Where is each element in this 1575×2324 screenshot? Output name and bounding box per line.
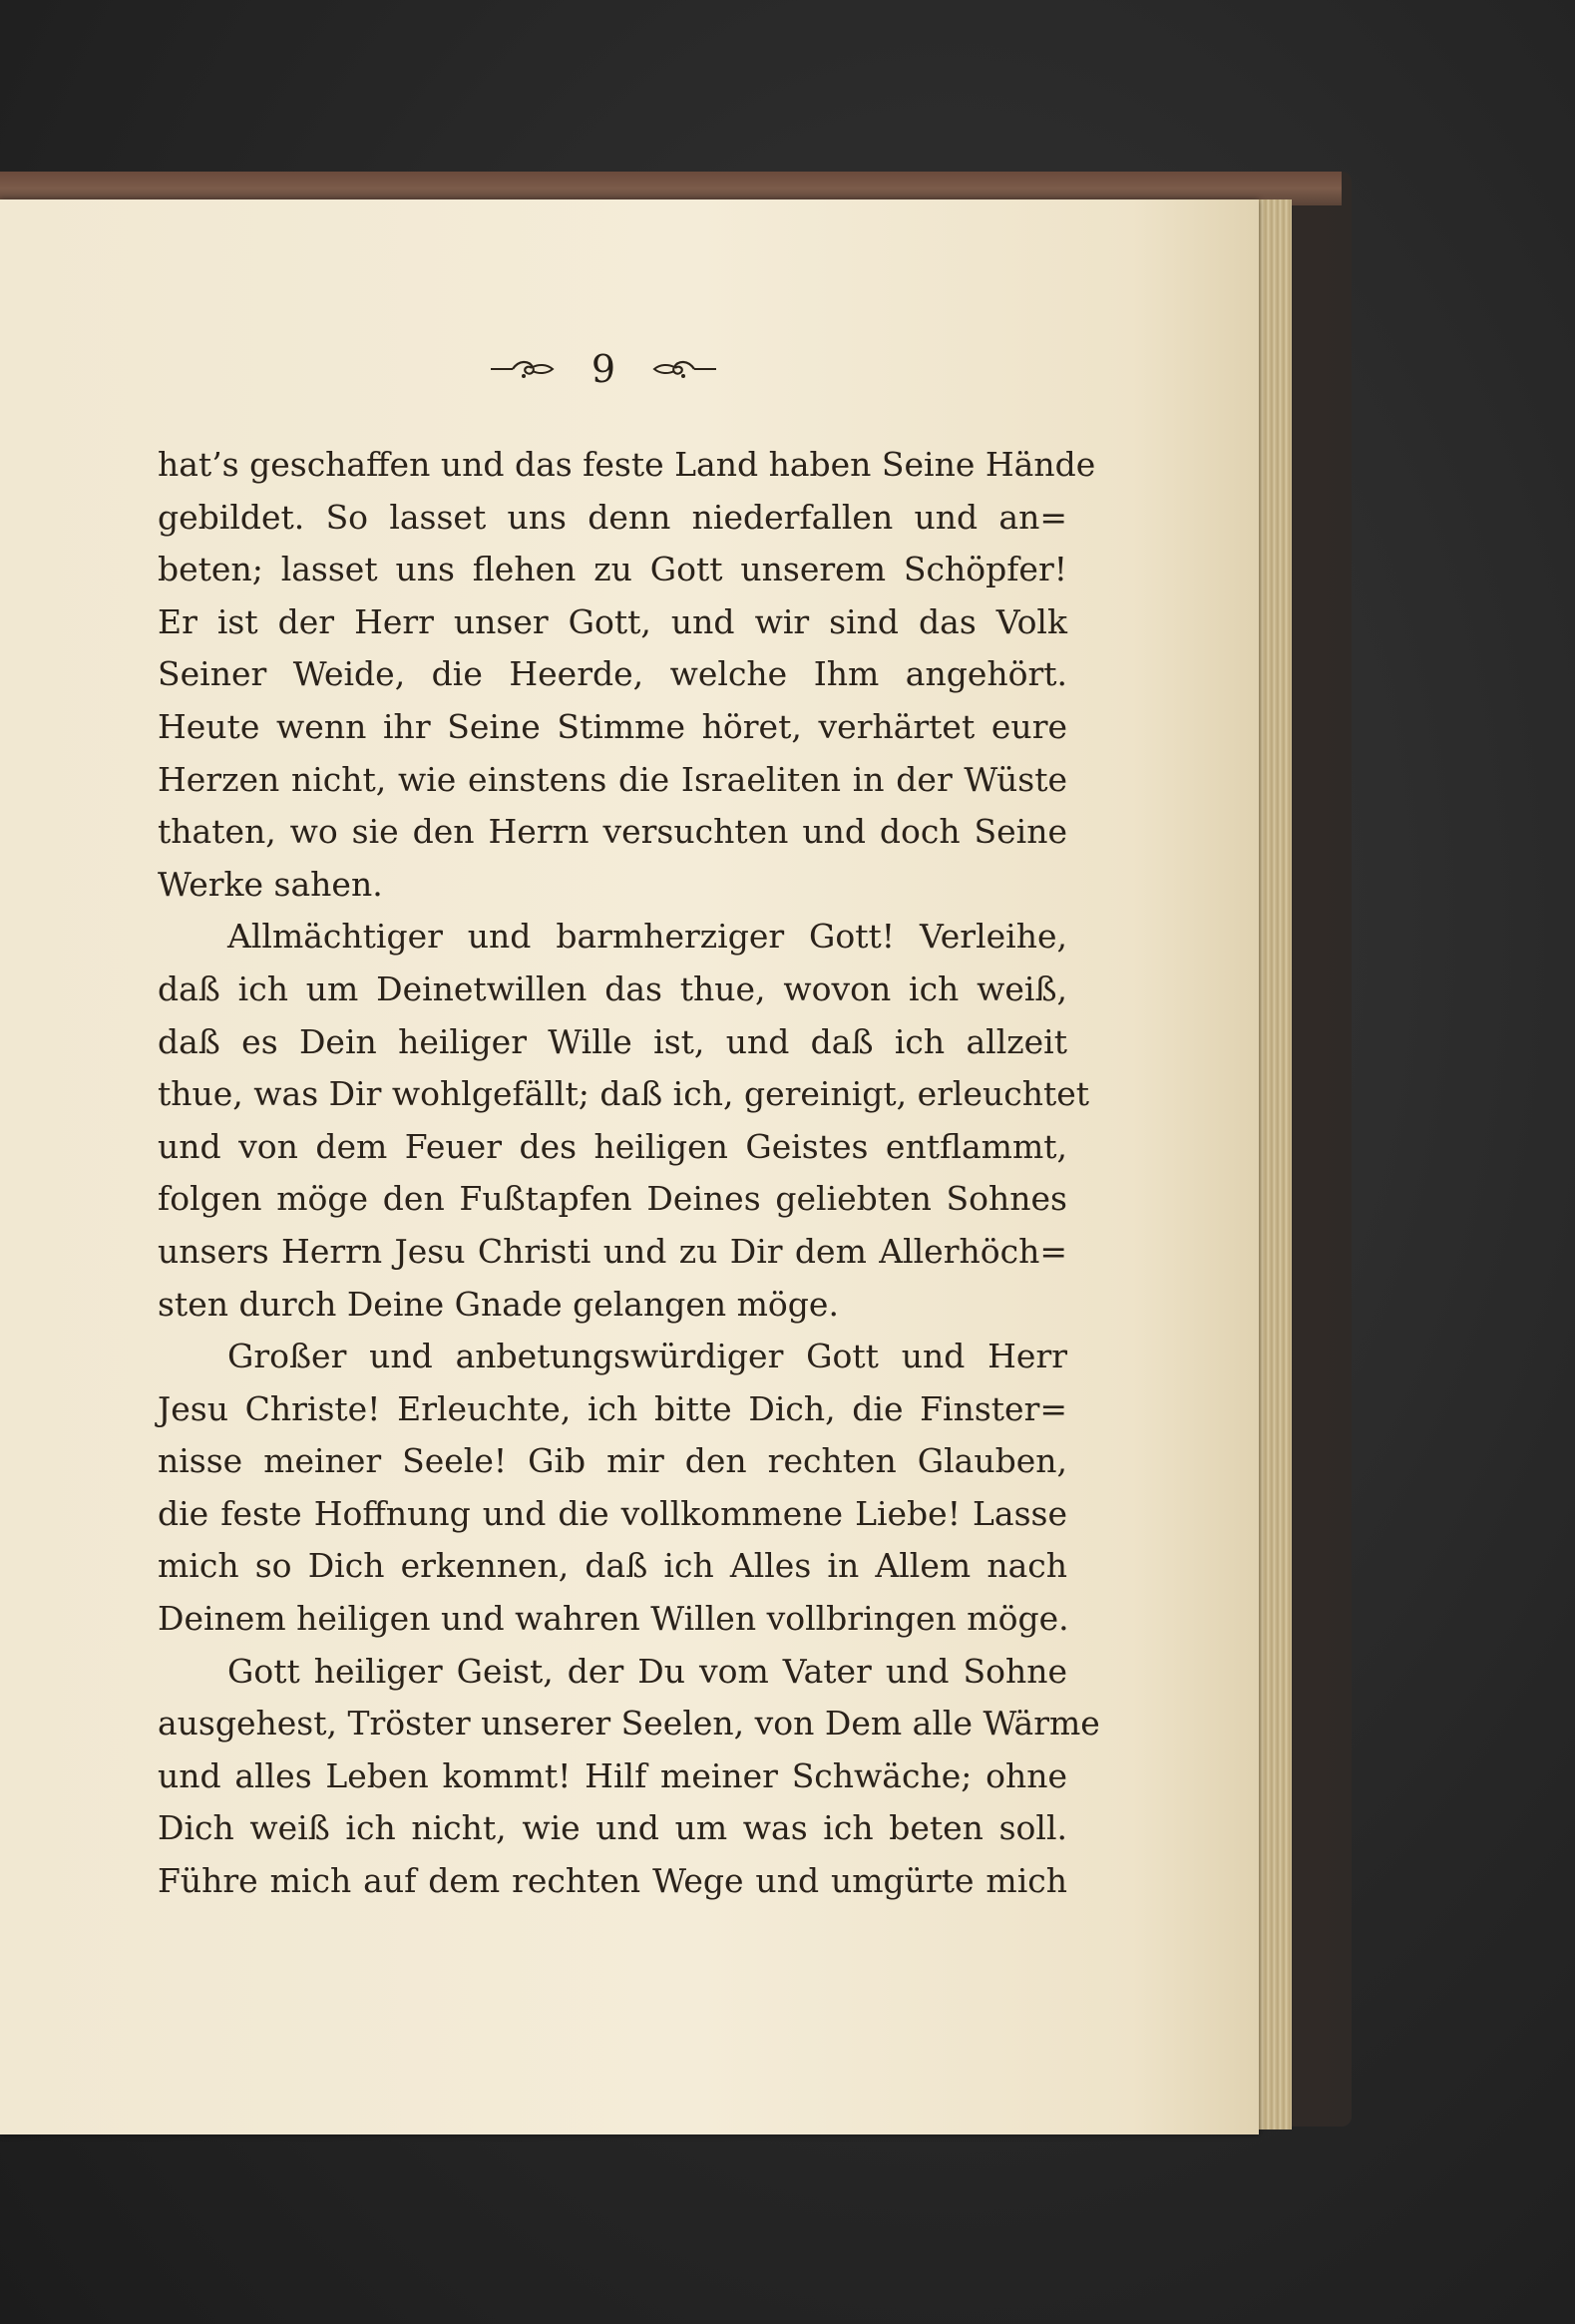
text-line: Er ist der Herr unser Gott, und wir sind das Volk [158, 601, 1067, 641]
text-line: thue, was Dir wohlgefällt; daß ich, gereinigt, erleuchtet [158, 1074, 1090, 1114]
left-ornament-icon [489, 358, 559, 380]
text-line: sten durch Deine Gnade gelangen möge. [158, 1284, 839, 1324]
text-line: hat’s geschaffen und das feste Land haben Seine Hände [158, 445, 1096, 484]
text-line: unsers Herrn Jesu Christi und zu Dir dem Allerhöch= [158, 1231, 1067, 1271]
text-line: Seiner Weide, die Heerde, welche Ihm angehört. [158, 654, 1067, 694]
text-line: und von dem Feuer des heiligen Geistes entflammt, [158, 1126, 1067, 1166]
text-line: Herzen nicht, wie einstens die Israeliten in der Wüste [158, 759, 1067, 799]
text-line: mich so Dich erkennen, daß ich Alles in Allem nach [158, 1546, 1067, 1586]
body-text [158, 439, 1100, 1908]
text-line: Allmächtiger und barmherziger Gott! Verleihe, [227, 917, 1067, 957]
text-line: Jesu Christe! Erleuchte, ich bitte Dich, die Finster= [158, 1388, 1067, 1428]
text-line: Deinem heiligen und wahren Willen vollbringen möge. [158, 1599, 1069, 1639]
page-number: 9 [591, 347, 616, 391]
text-line: Gott heiliger Geist, der Du vom Vater und Sohne [227, 1651, 1067, 1691]
text-line: Werke sahen. [158, 864, 383, 904]
text-line: und alles Leben kommt! Hilf meiner Schwäche; ohne [158, 1755, 1067, 1795]
text-line: daß ich um Deinetwillen das thue, wovon ich weiß, [158, 968, 1067, 1008]
page-header [0, 349, 1207, 389]
text-line: Dich weiß ich nicht, wie und um was ich beten soll. [158, 1808, 1067, 1848]
text-line: ausgehest, Tröster unserer Seelen, von Dem alle Wärme [158, 1704, 1100, 1743]
text-line: beten; lasset uns flehen zu Gott unserem Schöpfer! [158, 550, 1067, 589]
text-line: Großer und anbetungswürdiger Gott und Herr [227, 1337, 1067, 1376]
text-line: thaten, wo sie den Herrn versuchten und doch Seine [158, 812, 1067, 852]
text-line: daß es Dein heiliger Wille ist, und daß ich allzeit [158, 1021, 1067, 1061]
text-line: Heute wenn ihr Seine Stimme höret, verhärtet eure [158, 706, 1067, 746]
text-line: die feste Hoffnung und die vollkommene Liebe! Lasse [158, 1493, 1067, 1533]
text-line: gebildet. So lasset uns denn niederfallen und an= [158, 497, 1067, 537]
right-ornament-icon [648, 358, 718, 380]
text-line: folgen möge den Fußtapfen Deines geliebten Sohnes [158, 1179, 1067, 1219]
text-line: Führe mich auf dem rechten Wege und umgürte mich [158, 1861, 1067, 1901]
text-line: nisse meiner Seele! Gib mir den rechten Glauben, [158, 1441, 1067, 1481]
